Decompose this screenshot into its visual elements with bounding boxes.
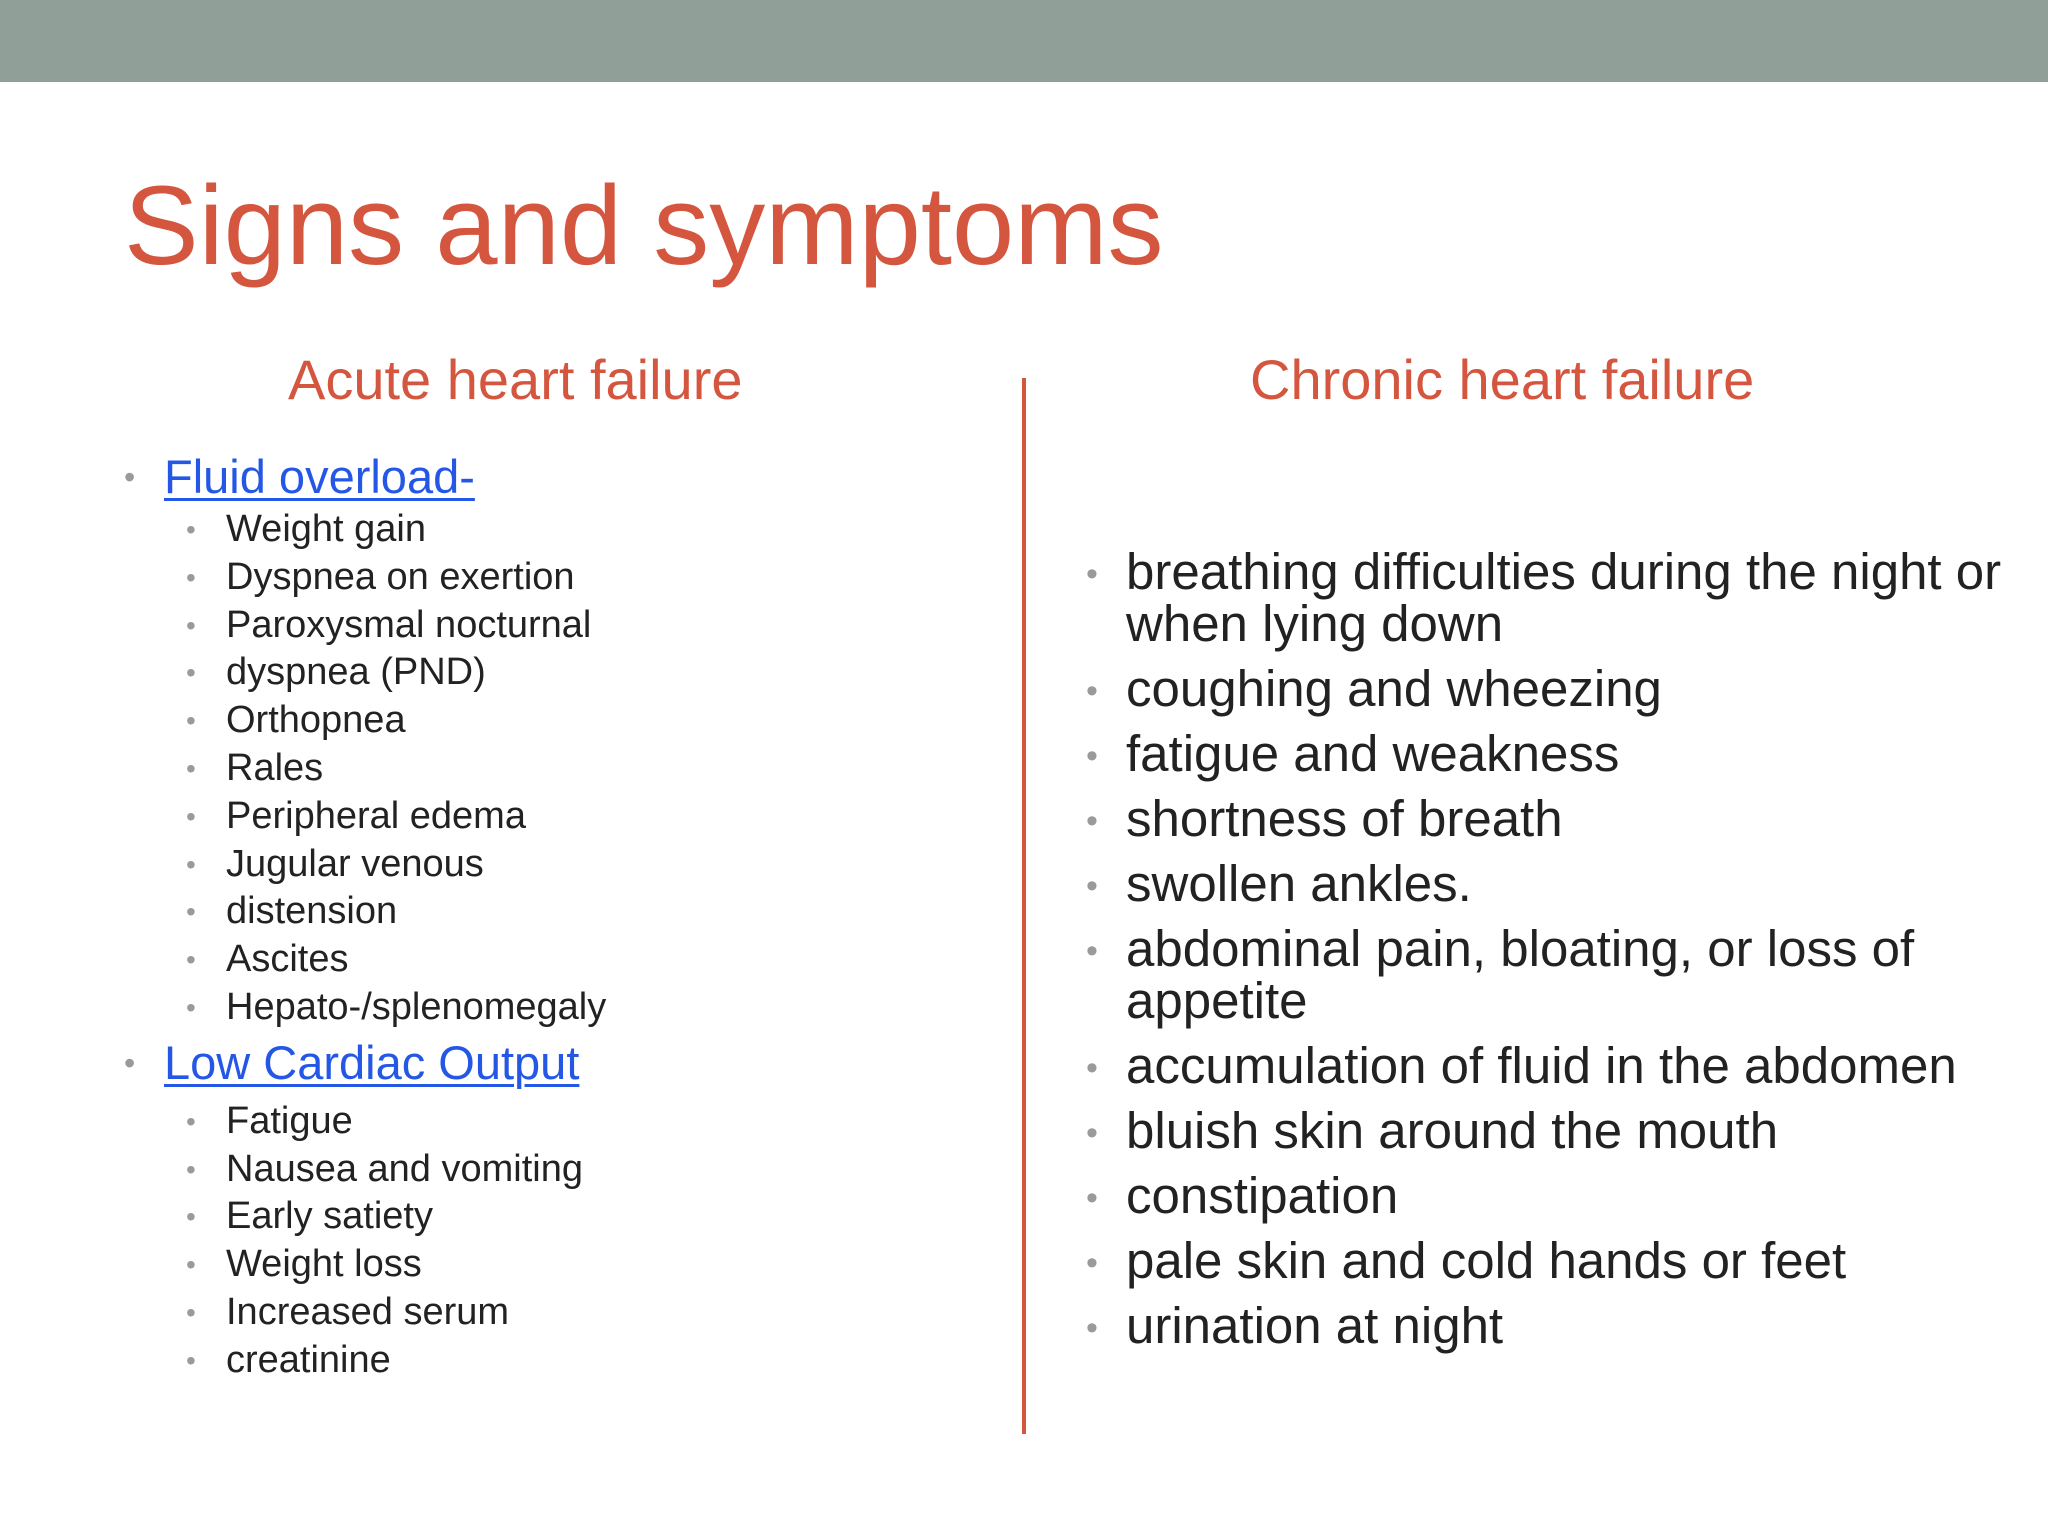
list-item-text: Weight gain bbox=[226, 508, 426, 550]
list-item-text: constipation bbox=[1126, 1167, 1399, 1224]
list-item-text: Early satiety bbox=[226, 1195, 433, 1238]
list-item bbox=[186, 602, 1004, 650]
list-item bbox=[1086, 543, 2016, 652]
slide-title: Signs and symptoms bbox=[124, 163, 1164, 288]
bullet-icon: • bbox=[1086, 737, 1098, 775]
list-item bbox=[186, 1146, 1004, 1194]
list-item-text: coughing and wheezing bbox=[1126, 660, 1662, 717]
list-item bbox=[186, 1337, 1004, 1385]
list-item-text: bluish skin around the mouth bbox=[1126, 1102, 1779, 1159]
list-item-text: accumulation of fluid in the abdomen bbox=[1126, 1037, 1957, 1094]
bullet-icon: • bbox=[186, 1249, 196, 1281]
low-cardiac-output-sublist bbox=[124, 1098, 1004, 1385]
list-item-text: swollen ankles. bbox=[1126, 855, 1472, 912]
list-item bbox=[1086, 725, 2016, 782]
list-item bbox=[186, 745, 1004, 793]
chronic-heading: Chronic heart failure bbox=[1250, 348, 1755, 411]
column-divider bbox=[1022, 378, 1026, 1434]
list-item bbox=[186, 1289, 1004, 1337]
list-item-text: Orthopnea bbox=[226, 699, 406, 742]
category-row-low-cardiac-output bbox=[124, 1034, 1004, 1092]
list-item bbox=[186, 649, 1004, 697]
bullet-icon: • bbox=[186, 609, 196, 641]
bullet-icon: • bbox=[186, 800, 196, 832]
bullet-icon: • bbox=[1086, 555, 1098, 593]
bullet-icon: • bbox=[186, 1201, 196, 1233]
list-item bbox=[186, 1098, 1004, 1146]
list-item bbox=[186, 697, 1004, 745]
list-item-text: Weight loss bbox=[226, 1243, 422, 1286]
list-item bbox=[1086, 660, 2016, 717]
list-item-text: Increased serum bbox=[226, 1290, 510, 1333]
list-item-text: Paroxysmal nocturnal bbox=[226, 603, 592, 646]
bullet-icon: • bbox=[1086, 672, 1098, 710]
list-item-text: Fatigue bbox=[226, 1099, 353, 1142]
list-item bbox=[1086, 1037, 2016, 1094]
list-item-text: Hepato-/splenomegaly bbox=[226, 985, 607, 1028]
list-item bbox=[186, 936, 1004, 984]
list-item bbox=[186, 1193, 1004, 1241]
bullet-icon: • bbox=[1086, 867, 1098, 905]
bullet-icon: • bbox=[1086, 1309, 1098, 1347]
bullet-icon: • bbox=[186, 1153, 196, 1185]
list-item bbox=[186, 984, 1004, 1032]
bullet-icon: • bbox=[1086, 1179, 1098, 1217]
list-item-text: breathing difficulties during the night or when lying down bbox=[1126, 543, 2002, 652]
bullet-icon: • bbox=[124, 459, 136, 495]
fluid-overload-link[interactable]: Fluid overload- bbox=[164, 450, 475, 503]
list-item bbox=[1086, 920, 2016, 1029]
list-item bbox=[1086, 790, 2016, 847]
bullet-icon: • bbox=[186, 991, 196, 1023]
category-row-fluid-overload bbox=[124, 448, 1004, 506]
list-item-text: Ascites bbox=[226, 938, 349, 981]
bullet-icon: • bbox=[1086, 932, 1098, 970]
low-cardiac-output-link[interactable]: Low Cardiac Output bbox=[164, 1035, 580, 1089]
list-item bbox=[1086, 1167, 2016, 1224]
bullet-icon: • bbox=[186, 705, 196, 737]
bullet-icon: • bbox=[186, 514, 196, 545]
list-item bbox=[186, 793, 1004, 841]
fluid-overload-sublist bbox=[124, 506, 1004, 1032]
list-item-text: urination at night bbox=[1126, 1297, 1504, 1354]
bullet-icon: • bbox=[186, 896, 196, 928]
bullet-icon: • bbox=[1086, 1244, 1098, 1282]
list-item-text: dyspnea (PND) bbox=[226, 651, 486, 694]
list-item-text: pale skin and cold hands or feet bbox=[1126, 1232, 1847, 1289]
list-item-text: Nausea and vomiting bbox=[226, 1147, 583, 1190]
list-item-text: Dyspnea on exertion bbox=[226, 555, 575, 598]
bullet-icon: • bbox=[186, 1344, 196, 1376]
list-item-text: Rales bbox=[226, 746, 324, 789]
bullet-icon: • bbox=[186, 657, 196, 689]
list-item-text: distension bbox=[226, 890, 398, 933]
list-item bbox=[186, 506, 1004, 554]
bullet-icon: • bbox=[186, 752, 196, 784]
top-bar bbox=[0, 0, 2048, 82]
list-item-text: shortness of breath bbox=[1126, 790, 1563, 847]
bullet-icon: • bbox=[1086, 1049, 1098, 1087]
acute-list bbox=[124, 448, 1004, 1385]
list-item bbox=[1086, 1297, 2016, 1354]
list-item bbox=[1086, 855, 2016, 912]
bullet-icon: • bbox=[1086, 1114, 1098, 1152]
bullet-icon: • bbox=[186, 561, 196, 593]
bullet-icon: • bbox=[1086, 802, 1098, 840]
list-item bbox=[186, 888, 1004, 936]
bullet-icon: • bbox=[124, 1044, 136, 1081]
bullet-icon: • bbox=[186, 1105, 196, 1137]
list-item-text: Peripheral edema bbox=[226, 794, 526, 837]
list-item-text: abdominal pain, bloating, or loss of appetite bbox=[1126, 920, 1915, 1029]
list-item bbox=[1086, 1232, 2016, 1289]
list-item-text: creatinine bbox=[226, 1338, 391, 1381]
chronic-list bbox=[1086, 543, 2016, 1365]
list-item bbox=[186, 554, 1004, 602]
list-item-text: fatigue and weakness bbox=[1126, 725, 1620, 782]
list-item bbox=[186, 1241, 1004, 1289]
list-item bbox=[1086, 1102, 2016, 1159]
list-item bbox=[186, 841, 1004, 889]
bullet-icon: • bbox=[186, 944, 196, 976]
list-item-text: Jugular venous bbox=[226, 842, 484, 885]
bullet-icon: • bbox=[186, 848, 196, 880]
acute-heading: Acute heart failure bbox=[288, 348, 743, 411]
bullet-icon: • bbox=[186, 1296, 196, 1328]
